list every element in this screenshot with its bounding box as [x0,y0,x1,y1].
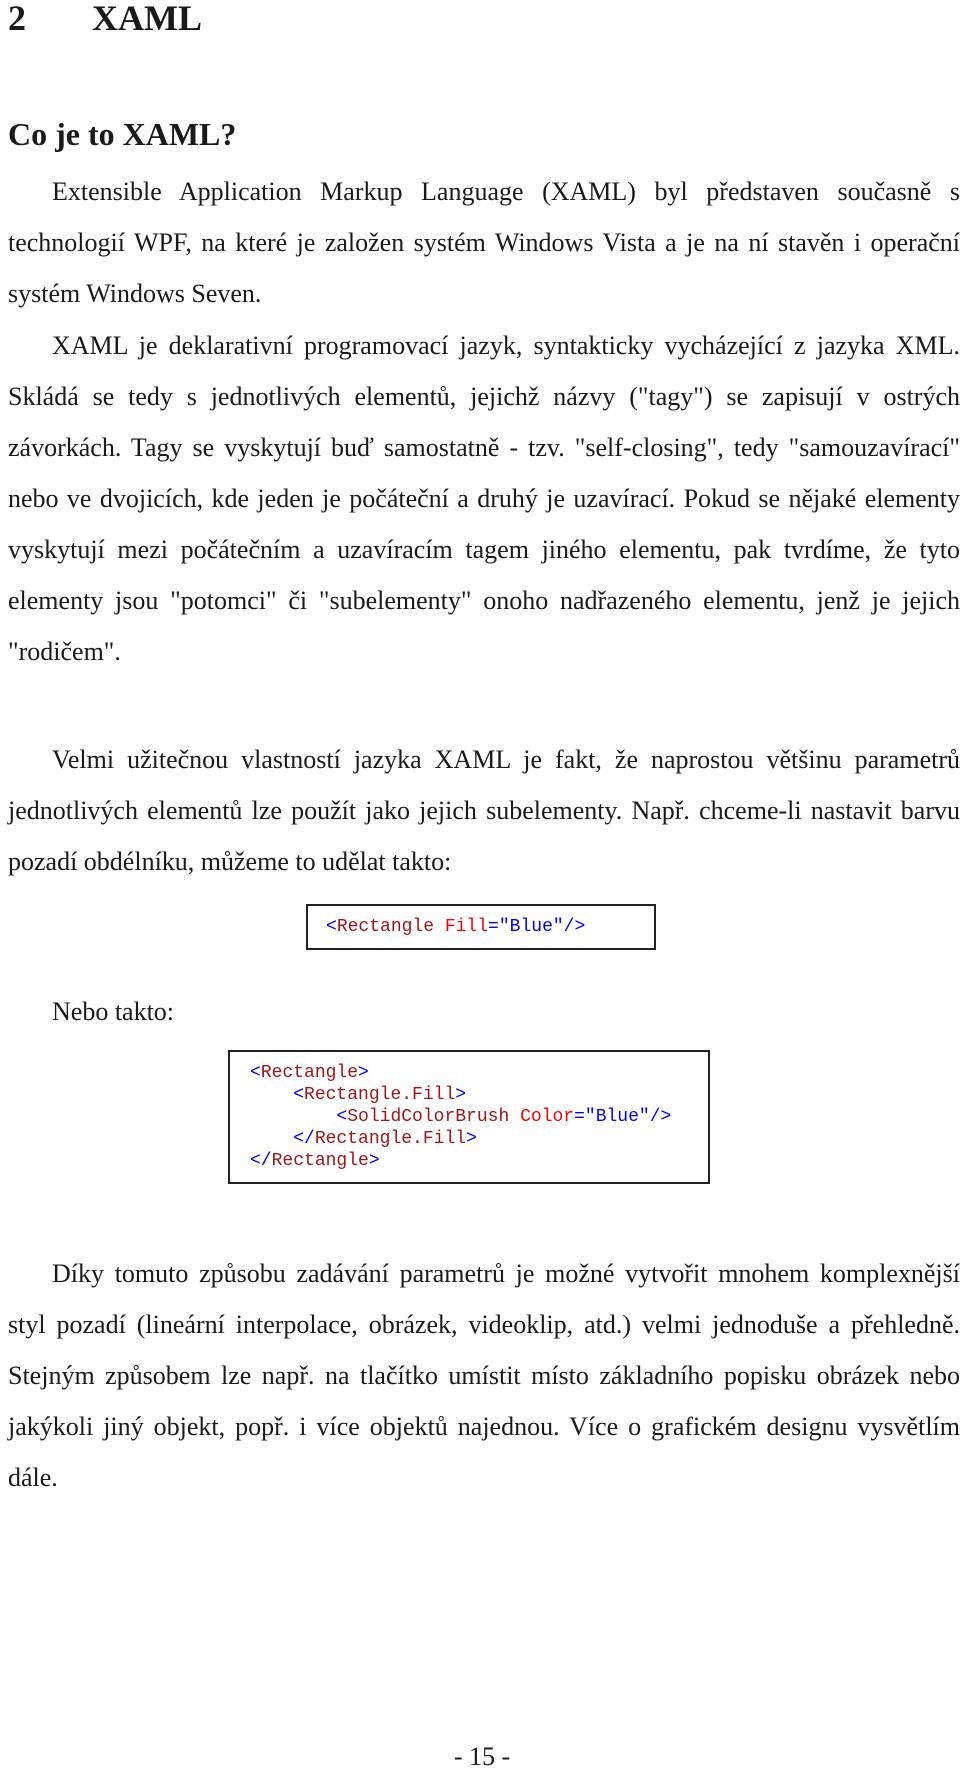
code-line [250,1084,708,1106]
code-punctuation: /> [649,1107,672,1127]
code-attribute: Fill [434,917,489,937]
code-punctuation: > [368,1151,380,1171]
code-indent [250,1085,293,1105]
code-punctuation: = [574,1107,585,1127]
paragraph-intro: Extensible Application Markup Language (XAML) byl představen současně s technologií WPF, na které je založen systém Windows Vista a je na ní stavěn i operační systém Windows Seven. [8,177,960,308]
code-punctuation: > [358,1063,369,1083]
chapter-title: XAML [92,0,202,38]
code-punctuation: > [455,1085,467,1105]
code-indent [250,1129,293,1149]
code-line [250,1150,708,1172]
code-line [250,1128,708,1150]
code-line [250,1106,708,1128]
code-punctuation: < [336,1107,348,1127]
code-punctuation: </ [250,1151,272,1171]
or-label: Nebo takto: [52,997,175,1026]
code-attribute: Color [509,1107,575,1127]
code-value: "Blue" [498,917,564,937]
code-tag: SolidColorBrush [347,1107,510,1127]
code-tag: Rectangle.Fill [304,1085,456,1105]
code-indent [250,1107,336,1127]
page-number: - 15 - [453,1742,511,1771]
code-line [250,1062,708,1084]
code-punctuation: < [326,917,337,937]
code-value: "Blue" [584,1107,650,1127]
paragraph-conclusion: Díky tomuto způsobu zadávání parametrů je možné vytvořit mnohem komplexnější styl pozadí (lineární interpolace, obrázek, videoklip, atd.) velmi jednoduše a přehledně. Stejným způsobem lze např. na tlačítko umístit místo základního popisku obrázek nebo jakýkoli jiný objekt, popř. i více objektů najednou. Více o grafickém designu vysvětlím dále. [8,1259,960,1492]
code-tag: Rectangle [271,1151,369,1171]
paragraph-xaml-description: XAML je deklarativní programovací jazyk, syntakticky vycházející z jazyka XML. Skládá se tedy s jednotlivých elementů, jejichž názvy ("tagy") se zapisují v ostrých závorkách. Tagy se vyskytují buď samostatně - tzv. "self-closing", tedy "samouzavírací" nebo ve dvojicích, kde jeden je počáteční a druhý je uzavírací. Pokud se nějaké elementy vyskytují mezi počátečním a uzavíracím tagem jiného elementu, pak tvrdíme, že tyto elementy jsou "potomci" či "subelementy" onoho nadřazeného elementu, jenž je jejich "rodičem". [8,331,960,666]
chapter-number: 2 [8,0,26,38]
paragraph-subelements: Velmi užitečnou vlastností jazyka XAML je fakt, že naprostou většinu parametrů jednotlivých elementů lze použít jako jejich subelementy. Např. chceme-li nastavit barvu pozadí obdélníku, můžeme to udělat takto: [8,745,960,876]
code-punctuation: > [466,1129,477,1149]
document-page [8,0,960,1772]
code-punctuation: < [293,1085,305,1105]
chapter-heading [8,0,202,38]
code-punctuation: /> [563,917,586,937]
code-punctuation: </ [293,1129,315,1149]
code-tag: Rectangle.Fill [314,1129,467,1149]
code-tag: Rectangle [336,917,435,937]
code-punctuation: = [488,917,499,937]
code-tag: Rectangle [260,1063,359,1083]
code-example-nested [228,1050,710,1184]
section-heading: Co je to XAML? [8,116,237,152]
code-punctuation: < [250,1063,261,1083]
code-example-inline [306,904,656,950]
code-line [326,906,636,948]
